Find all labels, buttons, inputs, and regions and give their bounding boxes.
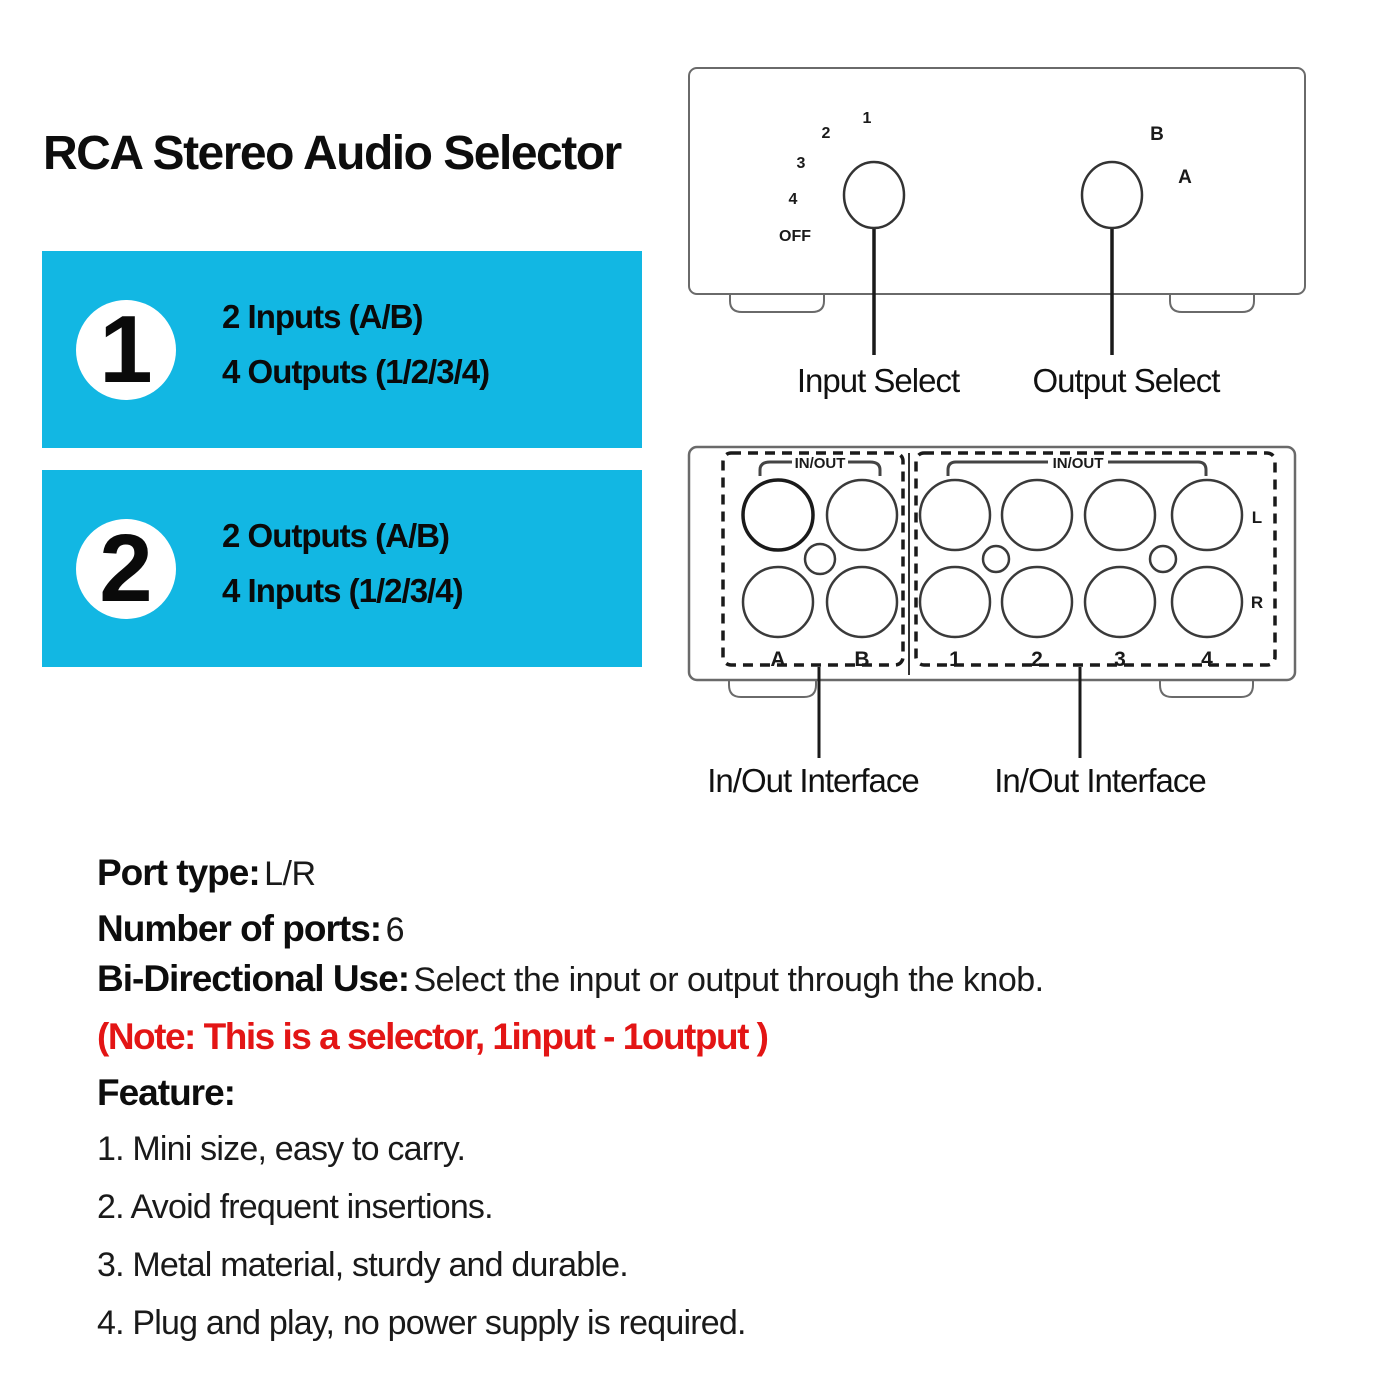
spec-value: Select the input or output through the knob. bbox=[413, 961, 1044, 999]
highlight-banner-2 bbox=[42, 470, 642, 667]
rca-jack-b-r bbox=[827, 567, 897, 637]
screw bbox=[1150, 546, 1176, 572]
in-out-group-label: IN/OUT bbox=[1052, 455, 1104, 472]
chassis-foot bbox=[730, 293, 824, 312]
jack-label: 1 bbox=[949, 648, 961, 671]
badge-number: 2 bbox=[99, 515, 153, 622]
spec-line-port-type bbox=[97, 852, 316, 895]
jack-label: 4 bbox=[1201, 648, 1213, 671]
channel-label: L bbox=[1251, 508, 1263, 527]
knob-position-label: OFF bbox=[779, 228, 811, 245]
rca-jack-2-l bbox=[1002, 480, 1072, 550]
page-title: RCA Stereo Audio Selector bbox=[43, 127, 621, 180]
knob-position-label: 2 bbox=[821, 125, 831, 142]
rca-jack-1-l bbox=[920, 480, 990, 550]
knob-position-label: 3 bbox=[796, 155, 806, 172]
output-select-knob bbox=[1082, 162, 1142, 228]
chassis-foot bbox=[1160, 679, 1253, 697]
spec-label: Number of ports: bbox=[97, 908, 382, 949]
highlight-line: 2 Outputs (A/B) bbox=[222, 517, 449, 554]
chassis-foot bbox=[1170, 293, 1254, 312]
jack-label: A bbox=[770, 648, 786, 671]
rca-jack-3-r bbox=[1085, 567, 1155, 637]
feature-item: 3. Metal material, sturdy and durable. bbox=[97, 1246, 628, 1284]
badge-number: 1 bbox=[99, 296, 153, 403]
spec-label: Port type: bbox=[97, 852, 260, 893]
screw bbox=[805, 544, 835, 574]
rca-jack-2-r bbox=[1002, 567, 1072, 637]
screw bbox=[983, 546, 1009, 572]
back-panel-diagram bbox=[680, 440, 1310, 800]
rca-jack-1-r bbox=[920, 567, 990, 637]
knob-position-label: B bbox=[1150, 124, 1164, 145]
feature-item: 4. Plug and play, no power supply is required. bbox=[97, 1304, 746, 1342]
rca-jack-4-l bbox=[1172, 480, 1242, 550]
jack-label: 2 bbox=[1031, 648, 1043, 671]
spec-value: 6 bbox=[385, 911, 404, 949]
spec-value: L/R bbox=[264, 855, 316, 893]
input-select-knob bbox=[844, 162, 904, 228]
knob-position-label: A bbox=[1178, 167, 1192, 188]
highlight-text-block-1 bbox=[222, 297, 489, 407]
caption-in-out-interface: In/Out Interface bbox=[994, 762, 1206, 799]
note-text: (Note: This is a selector, 1input - 1output ) bbox=[97, 1016, 768, 1057]
jack-label: B bbox=[854, 648, 870, 671]
front-chassis bbox=[689, 68, 1305, 294]
feature-heading: Feature: bbox=[97, 1072, 235, 1113]
rca-jack-3-l bbox=[1085, 480, 1155, 550]
caption-in-out-interface: In/Out Interface bbox=[707, 762, 919, 799]
feature-item: 2. Avoid frequent insertions. bbox=[97, 1188, 493, 1226]
rca-jack-b-l bbox=[827, 480, 897, 550]
knob-position-label: 1 bbox=[862, 110, 872, 127]
front-panel-diagram bbox=[680, 60, 1310, 420]
highlight-line: 2 Inputs (A/B) bbox=[222, 298, 423, 335]
channel-label: R bbox=[1250, 593, 1264, 612]
spec-line-bidirectional bbox=[97, 958, 1044, 1001]
feature-item: 1. Mini size, easy to carry. bbox=[97, 1130, 466, 1168]
highlight-banner-1 bbox=[42, 251, 642, 448]
caption-output-select: Output Select bbox=[1032, 362, 1220, 399]
rca-jack-4-r bbox=[1172, 567, 1242, 637]
chassis-foot bbox=[729, 679, 816, 697]
in-out-group-label: IN/OUT bbox=[794, 455, 846, 472]
rca-jack-a-r bbox=[743, 567, 813, 637]
spec-line-number-of-ports bbox=[97, 908, 404, 951]
highlight-text-block-2 bbox=[222, 516, 463, 626]
highlight-line: 4 Outputs (1/2/3/4) bbox=[222, 353, 490, 390]
knob-position-label: 4 bbox=[788, 191, 798, 208]
caption-input-select: Input Select bbox=[796, 362, 960, 399]
spec-label: Bi-Directional Use: bbox=[97, 958, 410, 999]
jack-label: 3 bbox=[1114, 648, 1126, 671]
rca-jack-a-l bbox=[743, 480, 813, 550]
highlight-number-badge-1 bbox=[76, 296, 176, 403]
highlight-number-badge-2 bbox=[76, 515, 176, 622]
highlight-line: 4 Inputs (1/2/3/4) bbox=[222, 572, 463, 609]
